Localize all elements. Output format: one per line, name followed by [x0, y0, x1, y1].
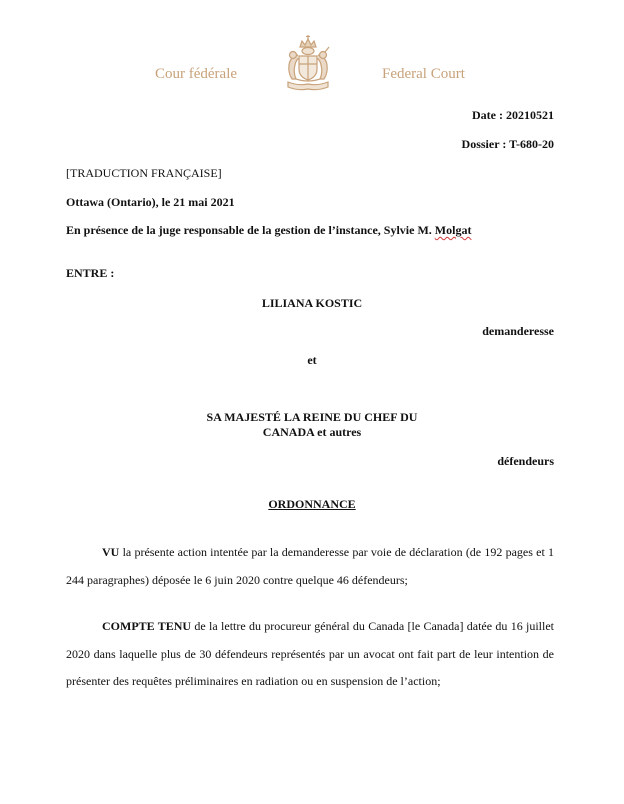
- defendant-name-line1: SA MAJESTÉ LA REINE DU CHEF DU: [206, 410, 418, 424]
- order-title: [0, 497, 624, 512]
- presiding-judge-line: [66, 223, 471, 238]
- order-paragraph: [66, 539, 554, 594]
- place-and-date: Ottawa (Ontario), le 21 mai 2021: [66, 195, 235, 209]
- conjunction-et: et: [307, 353, 317, 367]
- plaintiff-name: LILIANA KOSTIC: [261, 296, 363, 310]
- court-name-french: Cour fédérale: [155, 66, 238, 82]
- paragraph-text: la présente action intentée par la demanderesse par voie de déclaration (de 192 pages et 1 244 paragraphes) déposée le 6 juin 2020 contre quelque 46 défendeurs;: [66, 545, 554, 587]
- order-title-text: ORDONNANCE: [268, 497, 356, 511]
- court-name-english: Federal Court: [382, 66, 465, 82]
- defendant-name-line2: CANADA et autres: [262, 425, 362, 439]
- plaintiff-role: demanderesse: [482, 324, 554, 338]
- paragraph-text: de la lettre du procureur général du Canada [le Canada] datée du 16 juillet 2020 dans laquelle plus de 30 défendeurs représentés par un avocat ont fait part de leur intention de présenter des requêtes préliminaires en radiation ou en suspension de l’action;: [66, 619, 554, 688]
- presiding-judge-prefix: En présence de la juge responsable de la gestion de l’instance, Sylvie M.: [66, 223, 435, 237]
- order-paragraph: [66, 613, 554, 696]
- paragraph-lead: COMPTE TENU: [102, 619, 192, 633]
- coat-of-arms-icon: [278, 33, 338, 93]
- paragraph-lead: VU: [102, 545, 120, 559]
- document-date: Date : 20210521: [472, 108, 554, 122]
- between-label: ENTRE :: [66, 266, 115, 280]
- judge-surname: Molgat: [434, 223, 472, 237]
- file-number: Dossier : T-680-20: [461, 137, 554, 151]
- translation-note: [TRADUCTION FRANÇAISE]: [66, 166, 222, 180]
- defendant-role: défendeurs: [497, 454, 554, 468]
